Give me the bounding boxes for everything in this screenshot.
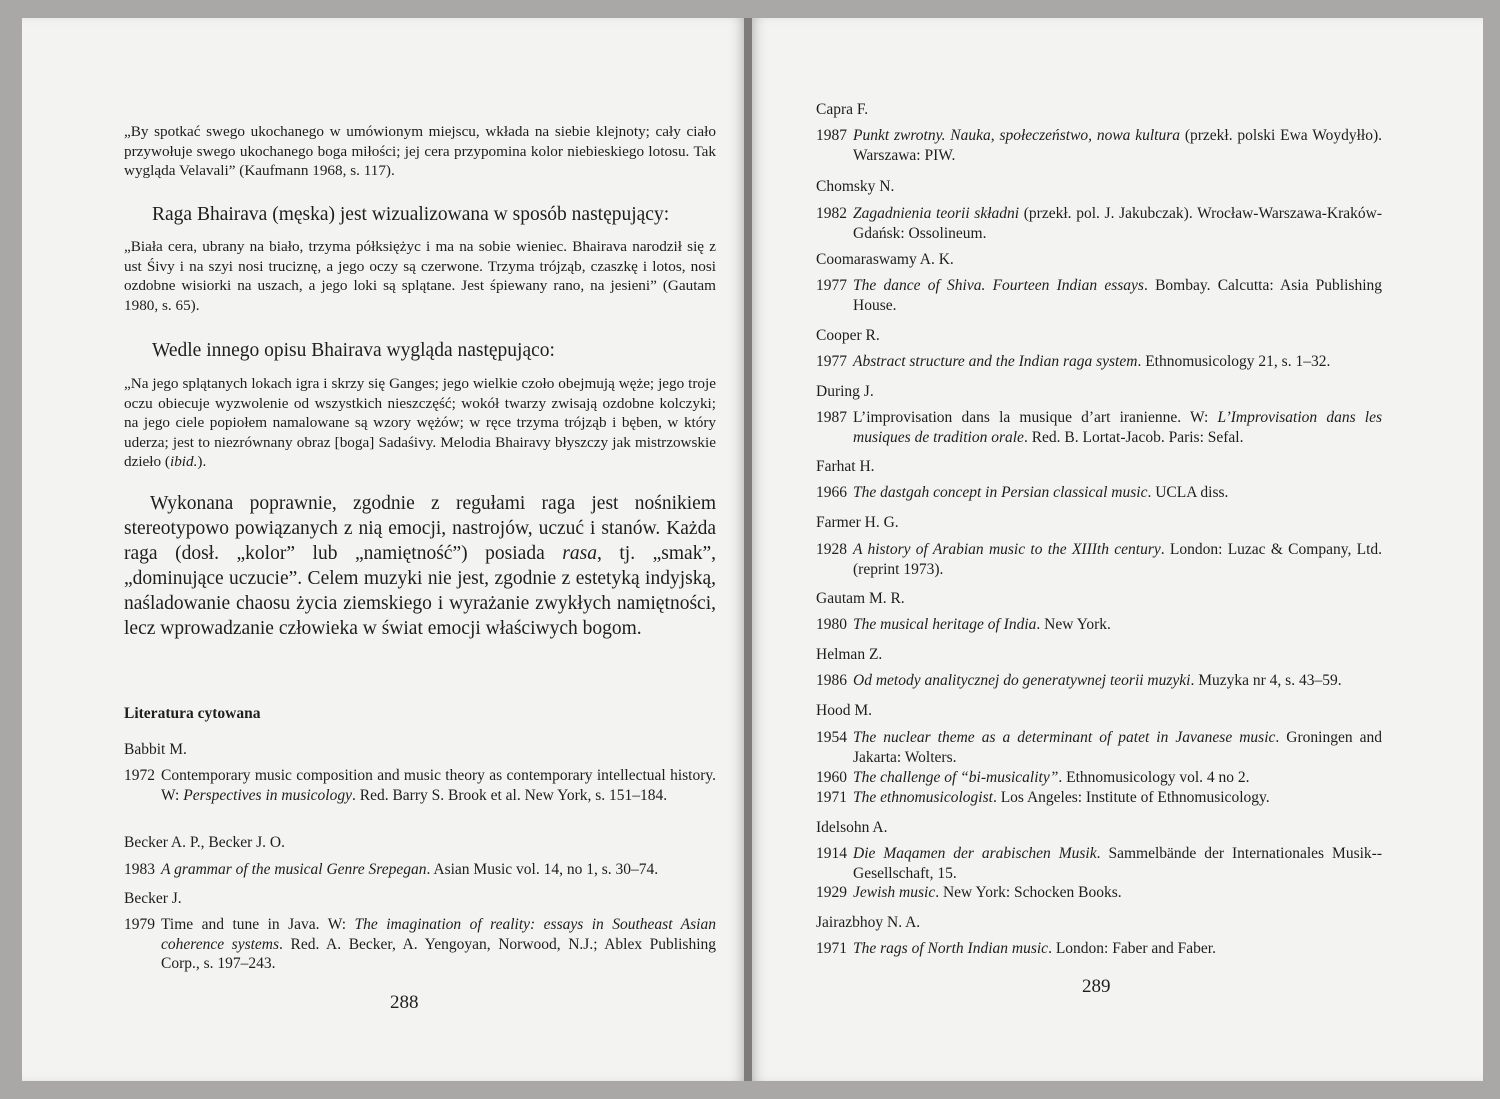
- bib-author-capra: Capra F.: [816, 101, 869, 118]
- page-number-right: 289: [1082, 976, 1111, 997]
- bib-text: A history of Arabian music to the XIIIth century. London: Luzac & Company, Ltd. (reprint 1973).: [853, 541, 1383, 578]
- quote-end: ).: [197, 453, 207, 470]
- bib-author-chomsky: Chomsky N.: [816, 178, 895, 195]
- bib-author-farmer: Farmer H. G.: [816, 514, 899, 531]
- bib-entry-becker-ap: [124, 860, 716, 880]
- bib-entry-idelsohn-1929: [816, 883, 1382, 903]
- bib-text: Zagadnienia teorii składni (przekł. pol. J. Jakubczak). Wrocław-Warszawa-Kraków-Gdańsk: Ossolineum.: [853, 205, 1383, 242]
- bib-year: 1929: [816, 884, 847, 901]
- bib-text: Contemporary music composition and music theory as contemporary intellectual history. W: Perspectives in musicology. Red. Barry S. Brook et al. New York, s. 151–184.: [161, 767, 716, 804]
- bib-year: 1983: [124, 861, 155, 878]
- bib-entry-capra: [816, 126, 1382, 165]
- bib-entry-hood-1954: [816, 728, 1382, 767]
- bib-author-helman: Helman Z.: [816, 646, 883, 663]
- bib-year: 1977: [816, 277, 847, 294]
- bib-year: 1979: [124, 916, 155, 933]
- bib-entry-idelsohn-1914: [816, 844, 1382, 883]
- bib-text: The rags of North Indian music. London: Faber and Faber.: [853, 940, 1216, 957]
- para-text-b: , tj. „smak”, „dominujące uczucie”. Celem muzyki nie jest, zgodnie z estetyką indyjską, naśladowanie chaosu życia ziemskiego i wyrażanie zwykłych namiętności, lecz wprowadzanie człowieka w świat emocji właściwych bogom.: [124, 543, 716, 639]
- bib-text: Punkt zwrotny. Nauka, społeczeństwo, nowa kultura (przekł. polski Ewa Woydyłło). Warszawa: PIW.: [853, 127, 1382, 164]
- bib-year: 1966: [816, 484, 847, 501]
- bib-text: The dastgah concept in Persian classical music. UCLA diss.: [853, 484, 1229, 501]
- bib-year: 1914: [816, 845, 847, 862]
- bib-text: A grammar of the musical Genre Srepegan. Asian Music vol. 14, no 1, s. 30–74.: [161, 861, 659, 878]
- bib-entry-babbit: [124, 766, 716, 805]
- para-rasa: rasa: [562, 543, 597, 564]
- bib-entry-helman: [816, 671, 1382, 691]
- bib-text: The nuclear theme as a determinant of patet in Javanese music. Groningen and Jakarta: Wolters.: [853, 729, 1382, 766]
- paragraph-rasa: [124, 491, 716, 641]
- bib-author-farhat: Farhat H.: [816, 458, 875, 475]
- bib-author-cooper: Cooper R.: [816, 327, 880, 344]
- bib-author-during: During J.: [816, 383, 874, 400]
- bib-year: 1980: [816, 616, 847, 633]
- lead-bhairava-1: Raga Bhairava (męska) jest wizualizowana w sposób następujący:: [152, 204, 670, 225]
- bib-year: 1960: [816, 769, 847, 786]
- bib-year: 1971: [816, 940, 847, 957]
- bib-author-gautam: Gautam M. R.: [816, 590, 905, 607]
- quote-velavali: „By spotkać swego ukochanego w umówionym miejscu, wkłada na siebie klejnoty; cały ciało przywołuje swego ukochanego boga miłości; jej cera przypomina kolor niebieskiego lotosu. Tak wygląda Velavali” (Kaufmann 1968, s. 117).: [124, 123, 716, 179]
- bib-entry-chomsky: [816, 204, 1382, 243]
- bib-text: Jewish music. New York: Schocken Books.: [853, 884, 1122, 901]
- bib-entry-becker-j: [124, 915, 716, 974]
- bib-year: 1928: [816, 541, 847, 558]
- lead-bhairava-2: Wedle innego opisu Bhairava wygląda następująco:: [152, 340, 555, 361]
- bib-text: Time and tune in Java. W: The imagination of reality: essays in Southeast Asian coherence systems. Red. A. Becker, A. Yengoyan, Norwood, N.J.; Ablex Publishing Corp., s. 197–243.: [161, 916, 716, 972]
- bib-year: 1977: [816, 353, 847, 370]
- bib-author-hood: Hood M.: [816, 702, 872, 719]
- page-number-left: 288: [390, 992, 419, 1013]
- bib-text: The challenge of “bi-musicality”. Ethnomusicology vol. 4 no 2.: [853, 769, 1250, 786]
- bib-year: 1987: [816, 127, 847, 144]
- bib-entry-coomaraswamy: [816, 276, 1382, 315]
- bib-author-becker-j: Becker J.: [124, 890, 182, 907]
- quote-ibid: ibid.: [169, 453, 198, 470]
- bib-entry-cooper: [816, 352, 1382, 372]
- bib-author-becker-ap: Becker A. P., Becker J. O.: [124, 834, 285, 851]
- bib-text: Die Maqamen der arabischen Musik. Sammelbände der Internationales Musik--Gesellschaft, 15.: [853, 845, 1382, 882]
- bib-author-babbit: Babbit M.: [124, 741, 187, 758]
- quote-bhairava-2: [124, 374, 716, 472]
- bib-entry-gautam: [816, 615, 1382, 635]
- bib-text: The dance of Shiva. Fourteen Indian essays. Bombay. Calcutta: Asia Publishing House.: [853, 277, 1383, 314]
- bib-entry-jairazbhoy: [816, 939, 1382, 959]
- bib-author-jairazbhoy: Jairazbhoy N. A.: [816, 914, 921, 931]
- right-page: [752, 18, 1483, 1081]
- para-text-a: Wykonana poprawnie, zgodnie z regułami raga jest nośnikiem stereotypowo powiązanych z nią emocji, nastrojów, uczuć i stanów. Każda raga (dosł. „kolor” lub „namiętność”) posiada: [124, 493, 716, 564]
- bib-text: Od metody analitycznej do generatywnej teorii muzyki. Muzyka nr 4, s. 43–59.: [853, 672, 1342, 689]
- bib-text: The ethnomusicologist. Los Angeles: Institute of Ethnomusicology.: [853, 789, 1270, 806]
- bib-entry-hood-1971: [816, 788, 1382, 808]
- bib-year: 1987: [816, 409, 847, 426]
- bib-year: 1986: [816, 672, 847, 689]
- bib-entry-during: [816, 408, 1382, 447]
- bib-text: L’improvisation dans la musique d’art iranienne. W: L’Improvisation dans les musiques de tradition orale. Red. B. Lortat-Jacob. Paris: Sefal.: [853, 409, 1382, 446]
- bib-entry-farmer: [816, 540, 1382, 579]
- bib-year: 1971: [816, 789, 847, 806]
- bib-entry-farhat: [816, 483, 1382, 503]
- bib-year: 1982: [816, 205, 847, 222]
- bib-year: 1972: [124, 767, 155, 784]
- quote-text: „Na jego splątanych lokach igra i skrzy się Ganges; jego wielkie czoło obejmują węże; jego troje oczu obiecuje wyzwolenie od wszystkich nieszczęść; wokół twarzy zwisają ozdobne kolczyki; na jego ciele popiołem namalowane są wzory wężów; w ręce trzyma trójząb i bęben, w który uderza; jest to niezrównany obraz [boga] Sadaśivy. Melodia Bhairavy błyszczy jak mistrzowskie dzieło (: [124, 375, 716, 470]
- bibliography-heading: Literatura cytowana: [124, 705, 261, 722]
- bib-year: 1954: [816, 729, 847, 746]
- bib-entry-hood-1960: [816, 768, 1382, 788]
- bib-author-idelsohn: Idelsohn A.: [816, 819, 888, 836]
- quote-bhairava-1: „Biała cera, ubrany na biało, trzyma półksiężyc i ma na sobie wieniec. Bhairava narodził się z ust Śivy i na szyi nosi truciznę, a jego oczy są czerwone. Trzyma trójząb, czaszkę i lotos, nosi ozdobne wisiorki na uszach, a jego loki są splątane. Jest śpiewany rano, na jesieni” (Gautam 1980, s. 65).: [124, 238, 716, 314]
- bib-text: The musical heritage of India. New York.: [853, 616, 1111, 633]
- left-page: [22, 18, 744, 1081]
- bib-text: Abstract structure and the Indian raga system. Ethnomusicology 21, s. 1–32.: [853, 353, 1331, 370]
- bib-author-coomaraswamy: Coomaraswamy A. K.: [816, 251, 954, 268]
- book-gutter: [744, 18, 752, 1081]
